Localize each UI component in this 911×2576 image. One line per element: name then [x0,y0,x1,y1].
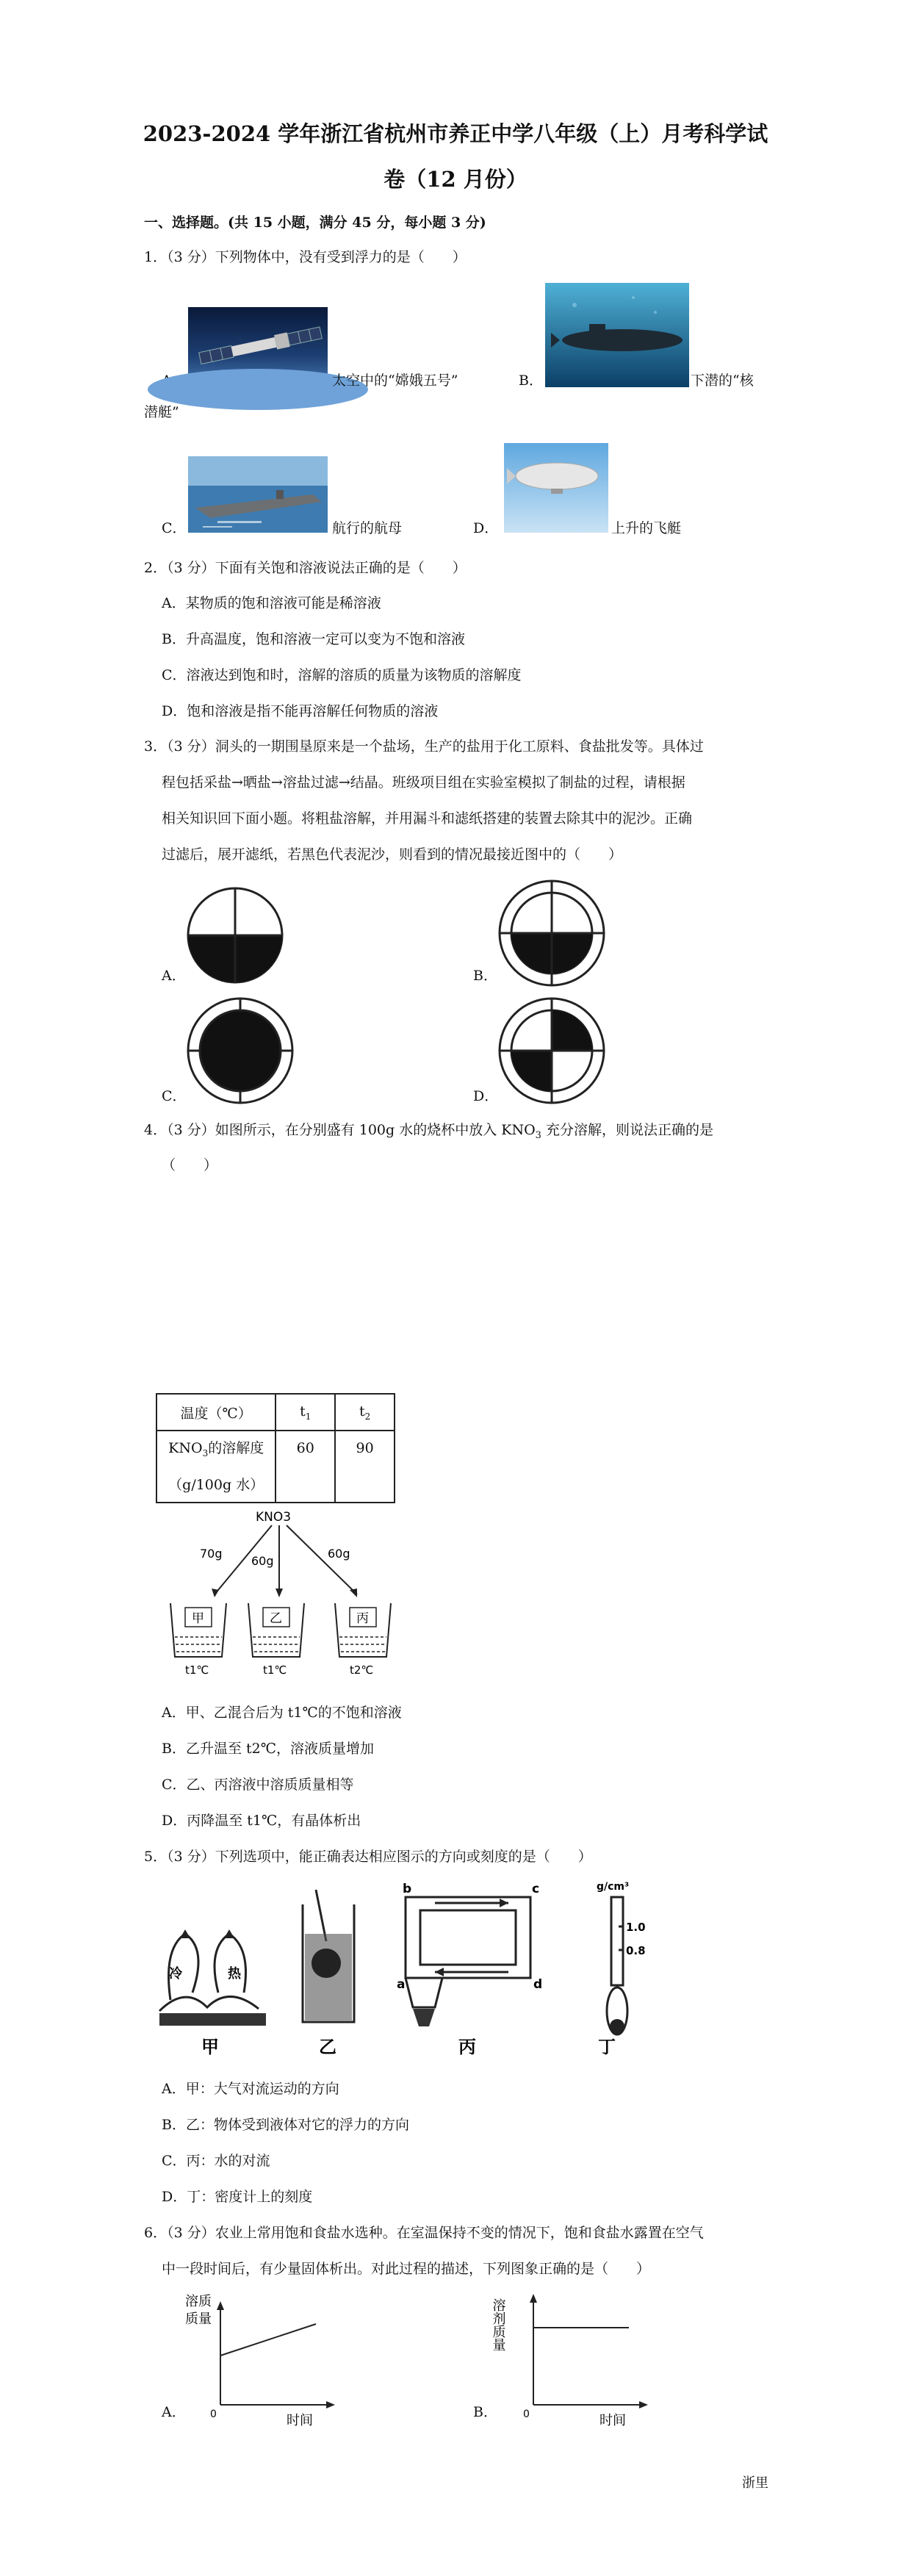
q5-option-b: B．乙：物体受到液体对它的浮力的方向 [162,2117,409,2133]
graph-a-ylabel-2: 质量 [185,2311,212,2327]
q1-stem: 1．（3 分）下列物体中，没有受到浮力的是（ ） [144,249,467,265]
graph-b-ylabel: 溶剂质量 [490,2298,506,2351]
footer-watermark: 浙里 [742,2475,768,2491]
fig-temp-1: t1℃ [185,1663,209,1677]
fig-hot-label: 热 [228,1966,241,1982]
table-row-label: $KNO_3$的溶解度 （g/100g 水） [156,1431,276,1503]
q1-option-c-letter: C． [162,520,187,536]
q5-option-a: A．甲：大气对流运动的方向 [162,2081,339,2097]
q6-line1: 6．（3 分）农业上常用饱和食盐水选种。在室温保持不变的情况下，饱和食盐水露置在空气 [144,2225,704,2241]
q4-option-a: A．甲、乙混合后为 t1℃的不饱和溶液 [162,1705,402,1721]
table-header-temp: 温度（℃） [156,1394,276,1431]
q5-figure [156,1882,655,2066]
fig-mass-1: 70g [200,1547,223,1561]
fig-cold-label: 冷 [169,1966,182,1982]
table-value-t2: 90 [335,1431,395,1503]
fig-density-unit: g/cm³ [597,1881,630,1893]
fig-mass-2: 60g [251,1554,274,1568]
graph-a-origin: 0 [210,2408,217,2420]
q6-line2: 中一段时间后，有少量固体析出。对此过程的描述，下列图象正确的是（ ） [162,2261,651,2277]
q4-option-c: C．乙、丙溶液中溶质质量相等 [162,1777,354,1793]
q3-option-b: B． [473,968,497,984]
fig-label-ding: 丁 [598,2037,616,2057]
q3-option-c: C． [162,1088,187,1104]
table-header-t2: $t_2$ [335,1394,395,1431]
q1-option-b-cont: 潜艇” [144,404,179,420]
table-value-t1: 60 [276,1431,335,1503]
section-heading: 一、选择题。(共 15 小题，满分 45 分，每小题 3 分) [144,215,486,231]
fig-beaker-jia: 甲 [192,1611,204,1626]
q1-option-b-text: 下潜的“核 [691,373,754,389]
fig-point-b: b [403,1882,412,1896]
fig-label-bing: 丙 [458,2037,476,2057]
q3-option-a: A． [162,968,186,984]
q1-spacecraft-image [188,307,328,388]
fig-point-c: c [532,1882,540,1896]
graph-a-xlabel: 时间 [287,2413,313,2428]
q1-option-d-letter: D． [473,520,499,536]
q1-option-c-text: 航行的航母 [332,520,403,536]
q2-option-b: B．升高温度，饱和溶液一定可以变为不饱和溶液 [162,631,465,647]
q3-line3: 相关知识回下面小题。将粗盐溶解，并用漏斗和滤纸搭建的装置去除其中的泥沙。正确 [162,810,693,827]
q2-option-c: C．溶液达到饱和时，溶解的溶质的质量为该物质的溶解度 [162,667,522,683]
fig-scale-1: 1.0 [626,1921,646,1934]
q4-beaker-figure [154,1506,404,1697]
q6-option-a: A． [162,2404,186,2420]
fig-beaker-bing: 丙 [356,1611,369,1626]
q2-option-a: A．某物质的饱和溶液可能是稀溶液 [162,595,381,611]
q6-graph-a [184,2291,338,2427]
q4-line1: 4．（3 分）如图所示，在分别盛有 100g 水的烧杯中放入 $KNO_3$ 充分溶解，则说法正确的是 [144,1122,713,1141]
q1-carrier-image [188,456,328,533]
fig-point-a: a [397,1977,406,1992]
exam-title-line1: 2023-2024 学年浙江省杭州市养正中学八年级（上）月考科学试 [143,121,768,146]
fig-mass-3: 60g [328,1547,350,1561]
fig-label-yi: 乙 [319,2037,336,2057]
q2-stem: 2．（3 分）下面有关饱和溶液说法正确的是（ ） [144,560,467,576]
graph-a-ylabel-1: 溶质 [185,2294,212,2309]
q6-graph-b [490,2284,651,2428]
q2-option-d: D．饱和溶液是指不能再溶解任何物质的溶液 [162,703,439,719]
fig-kno3-label: KNO3 [256,1510,292,1525]
q5-option-c: C．丙：水的对流 [162,2153,270,2169]
q3-line2: 程包括采盐→晒盐→溶盐过滤→结晶。班级项目组在实验室模拟了制盐的过程，请根据 [162,774,685,791]
q5-stem: 5．（3 分）下列选项中，能正确表达相应图示的方向或刻度的是（ ） [144,1849,592,1865]
q3-filter-paper-b [497,878,607,988]
q4-solubility-table [156,1393,395,1503]
fig-temp-3: t2℃ [350,1663,374,1677]
q1-submarine-image [545,283,689,387]
exam-title-line2: 卷（12 月份） [384,167,527,192]
q6-option-b: B． [473,2404,497,2420]
q4-option-d: D．丙降温至 t1℃，有晶体析出 [162,1813,361,1829]
q3-option-d: D． [473,1088,499,1104]
q3-filter-paper-a [185,885,285,985]
q1-option-b-letter: B． [519,373,543,389]
fig-scale-2: 0.8 [626,1944,646,1957]
q1-option-a-text: 太空中的“嫦娥五号” [332,373,458,389]
fig-point-d: d [533,1977,543,1992]
fig-label-jia: 甲 [201,2037,219,2057]
fig-beaker-yi: 乙 [270,1611,282,1626]
q3-line4: 过滤后，展开滤纸，若黑色代表泥沙，则看到的情况最接近图中的（ ） [162,846,623,863]
graph-b-xlabel: 时间 [599,2413,626,2428]
q3-filter-paper-c [185,996,295,1106]
table-header-t1: $t_1$ [276,1394,335,1431]
q1-option-d-text: 上升的飞艇 [611,520,682,536]
q3-line1: 3．（3 分）洞头的一期围垦原来是一个盐场，生产的盐用于化工原料、食盐批发等。具体过 [144,738,704,755]
fig-temp-2: t1℃ [263,1663,287,1677]
graph-b-origin: 0 [523,2408,530,2420]
q4-line2: （ ） [162,1157,218,1173]
q1-airship-image [504,443,608,533]
q3-filter-paper-d [497,996,607,1106]
q5-option-d: D．丁：密度计上的刻度 [162,2189,313,2205]
q4-option-b: B．乙升温至 t2℃，溶液质量增加 [162,1741,374,1757]
